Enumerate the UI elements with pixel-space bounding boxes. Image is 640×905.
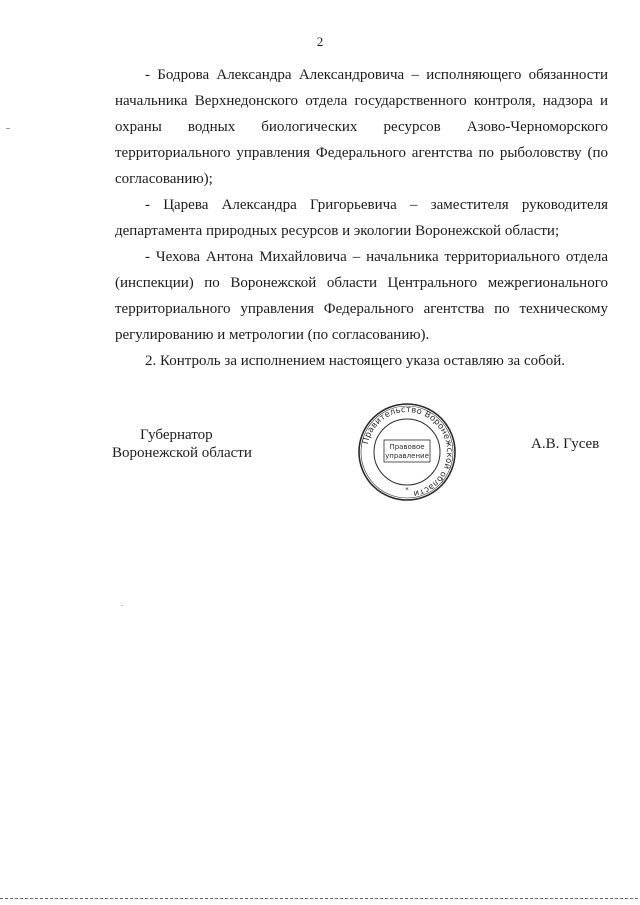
paragraph-tsarev: - Царева Александра Григорьевича – заместителя руководителя департамента природных ресурсов и экологии Воронежской области; bbox=[115, 197, 608, 239]
page-number: 2 bbox=[316, 34, 324, 49]
paragraph-bodrov: - Бодрова Александра Александровича – исполняющего обязанности начальника Верхнедонского отдела государственного контроля, надзора и охраны водных биологических ресурсов Азово-Черноморского территориального управления Федерального агентства по рыболовству (по согласованию); bbox=[115, 67, 608, 187]
document-body bbox=[115, 62, 608, 374]
seal-star-icon: * bbox=[405, 486, 409, 494]
signatory-name: А.В. Гусев bbox=[531, 436, 600, 452]
seal-outer-text: Правительство Воронежской области bbox=[359, 403, 456, 500]
bottom-edge-rule bbox=[0, 898, 640, 899]
seal-inner-line1: Правовое bbox=[389, 443, 425, 451]
signatory-title-line2: Воронежской области bbox=[112, 445, 252, 461]
seal-inner-line2: управление bbox=[385, 452, 429, 460]
paragraph-control: 2. Контроль за исполнением настоящего указа оставляю за собой. bbox=[145, 353, 566, 369]
seal-stamp-icon bbox=[357, 402, 457, 502]
margin-mark bbox=[6, 128, 10, 129]
signatory-title-line1: Губернатор bbox=[140, 427, 213, 443]
scan-speck bbox=[121, 605, 123, 606]
paragraph-chekhov: - Чехова Антона Михайловича – начальника территориального отдела (инспекции) по Воронежской области Центрального межрегионального территориального управления Федерального агентства по техническому регулированию и метрологии (по согласованию). bbox=[115, 249, 608, 343]
signatory-title bbox=[112, 426, 252, 462]
